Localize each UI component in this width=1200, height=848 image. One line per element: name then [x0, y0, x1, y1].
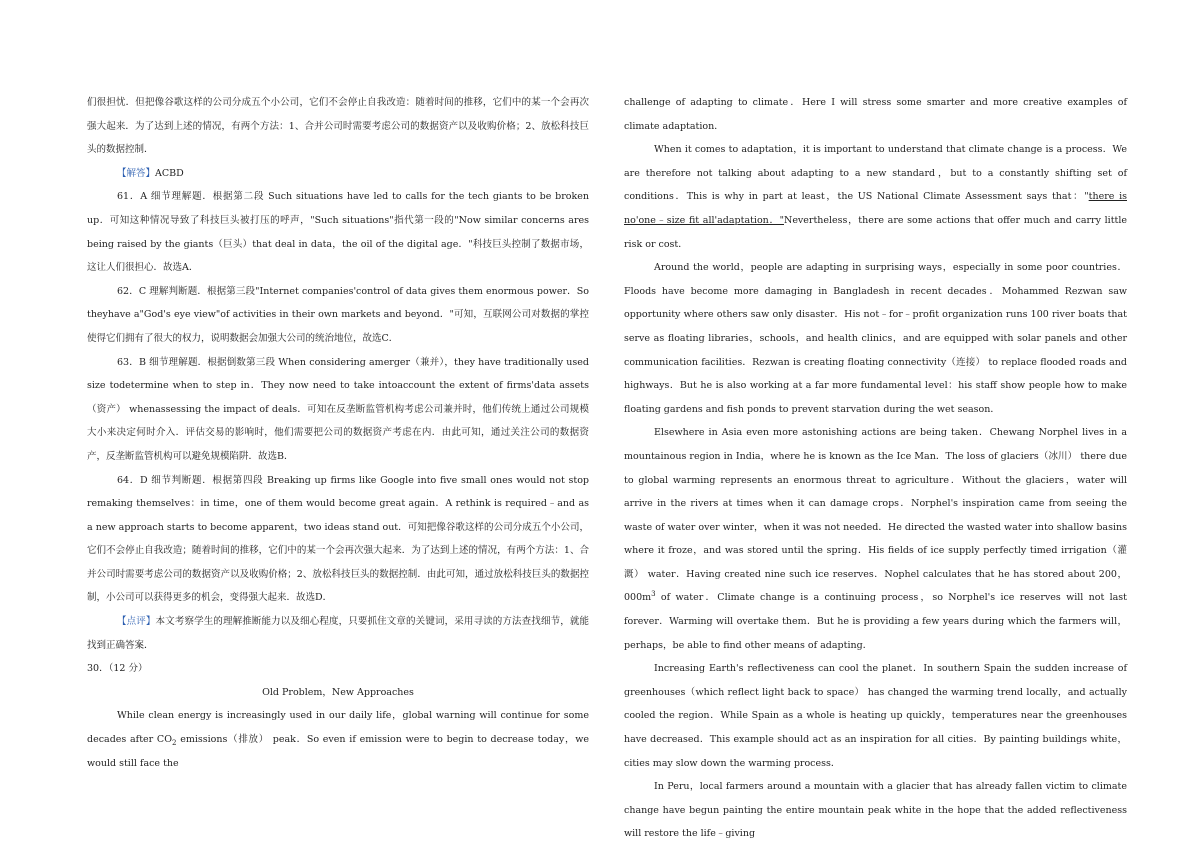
passage-title: Old Problem，New Approaches [262, 686, 414, 698]
passage-paragraph-1-cont: challenge of adapting to climate．Here I will stress some smarter and more creative examples of climate adaptation． [624, 97, 1127, 132]
right-column [624, 91, 1127, 846]
comment-text: 本文考察学生的理解推断能力以及细心程度，只要抓住文章的关键词，采用寻读的方法查找细节，就能找到正确答案． [87, 616, 589, 651]
explanation-continuation: 们很担忧．但把像谷歌这样的公司分成五个小公司，它们不会停止自我改造：随着时间的推移，它们中的某一个会再次强大起来．为了达到上述的情况，有两个方法：1、合并公司时需要考虑公司的数据资产以及收购价格；2、放松科技巨头的数据控制． [87, 97, 589, 156]
question-30-header: 30．（12 分） [87, 663, 148, 675]
comment-tag: 【点评】 [117, 616, 156, 628]
passage-paragraph-2: When it comes to adaptation，it is important to understand that climate change is a process．We are therefore not talking about adapting to a new standard，but to a constantly shifting set of conditions．This is why in part at least，the US National Climate Assessment says that："there is no'one﹣size fit all'adaptation．"Nevertheless，there are some actions that offer much and carry little risk or cost． [624, 144, 1127, 250]
explanation-64: 64．D 细节判断题．根据第四段 Breaking up firms like Google into five small ones would not stop remaking themselves：in time，one of them would become great again．A rethink is required﹣and as a new approach starts to become apparent，two ideas stand out．可知把像谷歌这样的公司分成五个小公司，它们不会停止自我改造；随着时间的推移，它们中的某一个会再次强大起来．为了达到上述的情况，有两个方法：1、合并公司时需要考虑公司的数据资产以及收购价格；2、放松科技巨头的数据控制．由此可知，通过放松科技巨头的数据控制，小公司可以获得更多的机会，变得强大起来．故选D． [87, 474, 589, 604]
passage-paragraph-5: Increasing Earth's reflectiveness can cool the planet．In southern Spain the sudden increase of greenhouses（which reflect light back to space） has changed the warming trend locally，and actually cooled the region．While Spain as a whole is heating up quickly，temperatures near the greenhouses have decreased．This example should act as an inspiration for all cities．By painting buildings white，cities may slow down the warming process． [624, 663, 1127, 769]
passage-paragraph-3: Around the world，people are adapting in surprising ways，especially in some poor countries．Floods have become more damaging in Bangladesh in recent decades．Mohammed Rezwan saw opportunity where others saw only disaster．His not﹣for﹣profit organization runs 100 river boats that serve as floating libraries，schools，and health clinics，and are equipped with solar panels and other communication facilities．Rezwan is creating floating connectivity（连接） to replace flooded roads and highways．But he is also working at a far more fundamental level：his staff show people how to make floating gardens and fish ponds to prevent starvation during the wet season． [624, 262, 1127, 415]
passage-paragraph-6: In Peru，local farmers around a mountain with a glacier that has already fallen victim to climate change have begun painting the entire mountain peak white in the hope that the added reflectiveness will restore the life﹣giving [624, 781, 1127, 840]
explanation-61: 61．A 细节理解题．根据第二段 Such situations have led to calls for the tech giants to be broken up．可知这种情况导致了科技巨头被打压的呼声，"Such situations"指代第一段的"Now similar concerns ares being raised by the giants（巨头）that deal in data，the oil of the digital age．"科技巨头控制了数据市场，这让人们很担心．故选A． [87, 191, 589, 274]
left-column [87, 91, 589, 775]
explanation-62: 62．C 理解判断题．根据第三段"Internet companies'control of data gives them enormous power．So theyhave a"God's eye view"of activities in their own markets and beyond．"可知，互联网公司对数据的掌控使得它们拥有了很大的权力，说明数据会加强大公司的统治地位，故选C． [87, 285, 589, 344]
explanation-63: 63．B 细节理解题．根据倒数第三段 When considering amerger（兼并），they have traditionally used size todetermine when to step in．They now need to take intoaccount the extent of firms'data assets（资产） whenassessing the impact of deals．可知在反垄断监管机构考虑公司兼并时，他们传统上通过公司规模大小来决定何时介入．评估交易的影响时，他们需要把公司的数据资产考虑在内．由此可知，通过关注公司的数据资产，反垄断监管机构可以避免规模陷阱．故选B． [87, 356, 589, 462]
answer-tag: 【解答】 [117, 167, 156, 179]
passage-paragraph-4: Elsewhere in Asia even more astonishing actions are being taken．Chewang Norphel lives in a mountainous region in India，where he is known as the Ice Man．The loss of glaciers（冰川） there due to global warming represents an enormous threat to agriculture．Without the glaciers，water will arrive in the rivers at times when it can damage crops．Norphel's inspiration came from seeing the waste of water over winter，when it was not needed．He directed the wasted water into shallow basins where it froze，and was stored until the spring．His fields of ice supply perfectly timed irrigation（灌溉） water．Having created nine such ice reserves．Nophel calculates that he has stored about 200，$000m^3$ of water．Climate change is a continuing process，so Norphel's ice reserves will not last forever．Warming will overtake them．But he is providing a few years during which the farmers will，perhaps，be able to find other means of adapting． [624, 427, 1127, 651]
answer-value: ACBD [155, 167, 184, 179]
comment-line [87, 610, 589, 657]
passage-paragraph-1: While clean energy is increasingly used in our daily life，global warning will continue for some decades after $CO_2$ emissions（排放） peak．So even if emission were to begin to decrease today，we would still face the [87, 710, 589, 769]
underlined-quote: there is no'one﹣size fit all'adaptation．" [624, 191, 1127, 226]
answer-line [87, 162, 589, 186]
